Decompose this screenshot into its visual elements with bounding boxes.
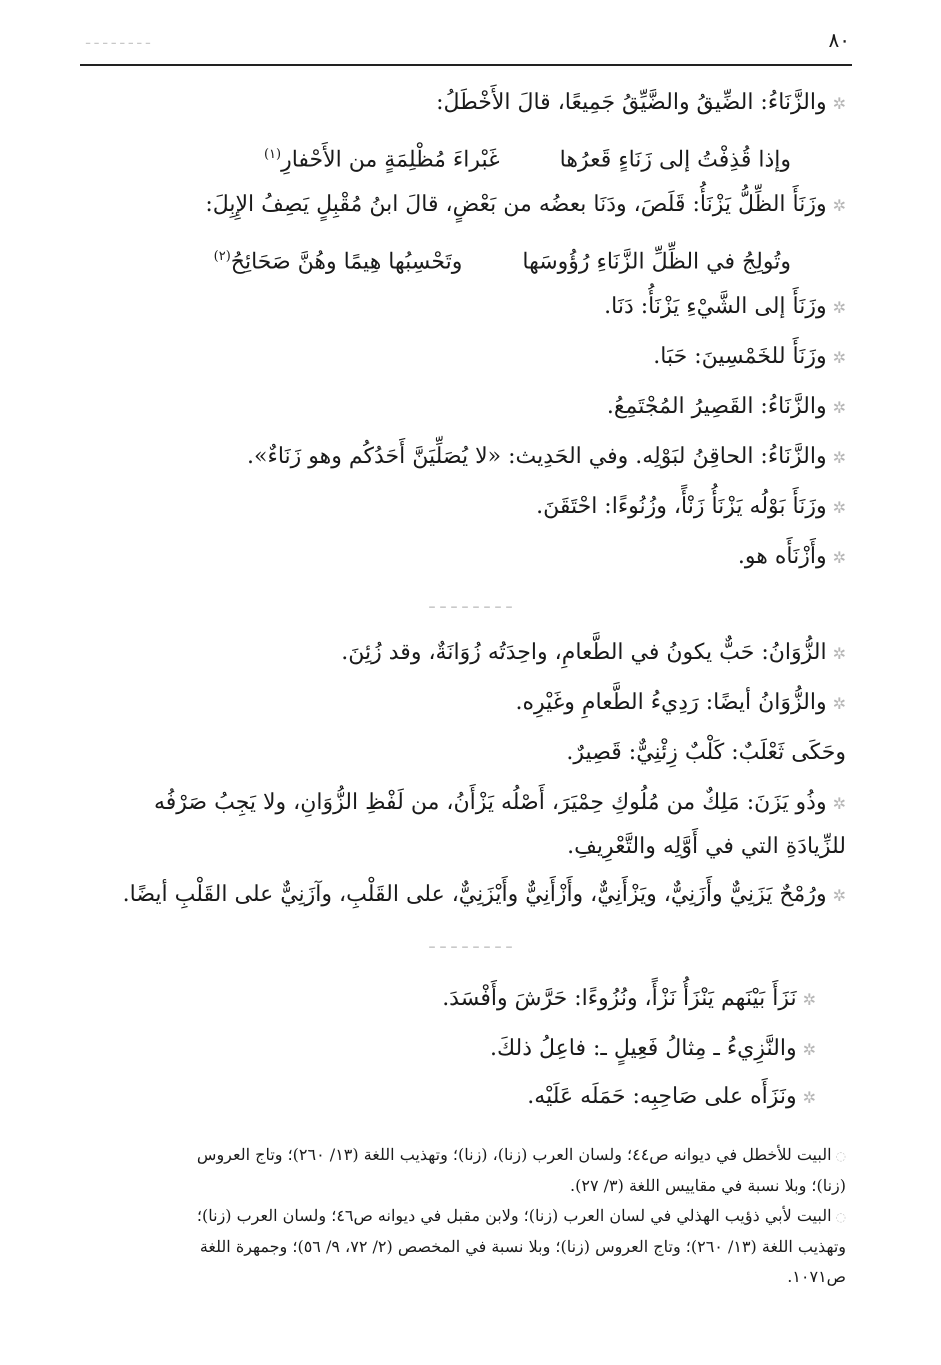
footnote-ref: (١) — [263, 147, 282, 162]
verse-line: وإذا قُذِفْتُ إلى زَنَاءٍ قَعرُهاغَبْراءَ مُظْلِمَةٍ من الأَحْفارِ$^{(١)}$ — [263, 147, 791, 173]
entry-line: ✲والزَّنَاءُ: الضِّيقُ والضَّيِّقُ جَمِيعًا، قالَ الأَخْطَلُ: — [436, 90, 846, 115]
star-icon: ✲ — [802, 990, 816, 1009]
entry-line: ✲وأَزْنَأَه هو. — [737, 544, 846, 569]
entry-line: ✲والزَّنَاءُ: الحاقِنُ لبَوْلِه. وفي الحَدِيث: «لا يُصَلِّيَنَّ أَحَدُكُم وهو زَنَاءٌ». — [247, 444, 846, 469]
running-head: ـ ـ ـ ـ ـ ـ ـ ـ — [86, 32, 150, 48]
footnote-line: وتهذيب اللغة (١٣/ ٢٦٠)؛ وتاج العروس (زنا)؛ وبلا نسبة في المخصص (٢/ ٧٢، ٩/ ٥٦)؛ وجمهرة اللغة — [199, 1237, 846, 1256]
section-divider: ـ ـ ـ ـ ـ ـ ـ ـ — [429, 932, 512, 953]
entry-line: ✲والزُّوَانُ أيضًا: رَدِيءُ الطَّعامِ وغَيْرِه. — [515, 690, 846, 715]
bullet-icon: ◌ — [835, 1210, 846, 1224]
section-divider: ـ ـ ـ ـ ـ ـ ـ ـ — [429, 592, 512, 613]
star-icon: ✲ — [832, 448, 846, 467]
star-icon: ✲ — [832, 298, 846, 317]
bullet-icon: ◌ — [835, 1149, 846, 1163]
star-icon: ✲ — [802, 1040, 816, 1059]
star-icon: ✲ — [832, 498, 846, 517]
footnote-line: ص١٠٧١. — [787, 1267, 846, 1286]
entry-line: ✲وذُو يَزَنَ: مَلِكٌ من مُلُوكِ حِمْيَرَ، أَصْلُه يَزْأَنُ، من لَفْظِ الزُّوَانِ، ولا يَجِبُ صَرْفُه — [153, 790, 846, 815]
star-icon: ✲ — [832, 196, 846, 215]
page-number: ٨٠ — [828, 28, 850, 52]
entry-line: ✲وزَنَأَ للخَمْسِينَ: حَبَا. — [653, 344, 846, 369]
entry-line: ✲ورُمْحٌ يَزَنِيٌّ وأَزَنِيٌّ، ويَزْأَنِيٌّ، وأَزْأَنِيٌّ وأَيْزَنِيٌّ، على القَلْبِ، وآزَنِيٌّ على القَلْبِ أيضًا. — [122, 882, 846, 907]
entry-line: وحَكَى ثَعْلَبٌ: كَلْبٌ زِئْنِيٌّ: قَصِيرٌ. — [566, 740, 846, 765]
entry-line: ✲والنَّزِيءُ ـ مِثالُ فَعِيلٍ ـ: فاعِلُ ذلكَ. — [489, 1036, 816, 1061]
star-icon: ✲ — [832, 694, 846, 713]
entry-line: ✲وزَنَأَ بَوْلُه يَزْنَأُ زَنْأً، وزُنُوءًا: احْتَقَنَ. — [536, 494, 846, 519]
star-icon: ✲ — [832, 348, 846, 367]
star-icon: ✲ — [832, 794, 846, 813]
footnotes — [75, 1140, 846, 1292]
star-icon: ✲ — [832, 548, 846, 567]
footnote-line: ◌البيت لأبي ذؤيب الهذلي في لسان العرب (زنا)؛ ولابن مقبل في ديوانه ص٤٦؛ ولسان العرب (زنا)؛ — [196, 1206, 846, 1225]
entry-line: ✲والزَّنَاءُ: القَصِيرُ المُجْتَمِعُ. — [606, 394, 846, 419]
entry-line: ✲نَزَأَ بَيْنَهم يَنْزَأُ نَزْأً، ونُزُوءًا: حَرَّشَ وأَفْسَدَ. — [442, 986, 816, 1011]
header-rule — [80, 64, 852, 66]
star-icon: ✲ — [832, 398, 846, 417]
entry-line: ✲الزُّوَانُ: حَبٌّ يكونُ في الطَّعامِ، واحِدَتُه زُوَانَةٌ، وقد زُئِنَ. — [341, 640, 846, 665]
page-header — [80, 28, 850, 64]
star-icon: ✲ — [832, 886, 846, 905]
star-icon: ✲ — [802, 1088, 816, 1107]
entry-line: ✲وزَنَأَ الظِّلُّ يَزْنَأُ: قَلَصَ، ودَنَا بعضُه من بَعْضٍ، قالَ ابنُ مُقْبِلٍ يَصِفُ الإِبِلَ: — [205, 192, 846, 217]
star-icon: ✲ — [832, 644, 846, 663]
verse-line: وتُولِجُ في الظِّلِّ الزَّنَاءِ رُؤُوسَهاوتَحْسِبُها هِيمًا وهُنَّ صَحَائِحُ$^{(٢)}$ — [213, 249, 791, 275]
entry-line: ✲وزَنَأَ إلى الشَّيْءِ يَزْنَأُ: دَنَا. — [604, 294, 846, 319]
entry-line: ✲ونَزَأَه على صَاحِبِه: حَمَلَه عَلَيْه. — [527, 1084, 816, 1109]
footnote-line: (زنا)؛ وبلا نسبة في مقاييس اللغة (٣/ ٢٧). — [570, 1176, 846, 1195]
star-icon: ✲ — [832, 94, 846, 113]
entry-line-continuation: للزِّيادَةِ التي في أَوَّلِه والتَّعْرِيفِ. — [567, 834, 846, 859]
footnote-line: ◌البيت للأخطل في ديوانه ص٤٤؛ ولسان العرب (زنا)، (زنا)؛ وتهذيب اللغة (١٣/ ٢٦٠)؛ وتاج العروس — [196, 1145, 846, 1164]
footnote-ref: (٢) — [213, 249, 231, 264]
